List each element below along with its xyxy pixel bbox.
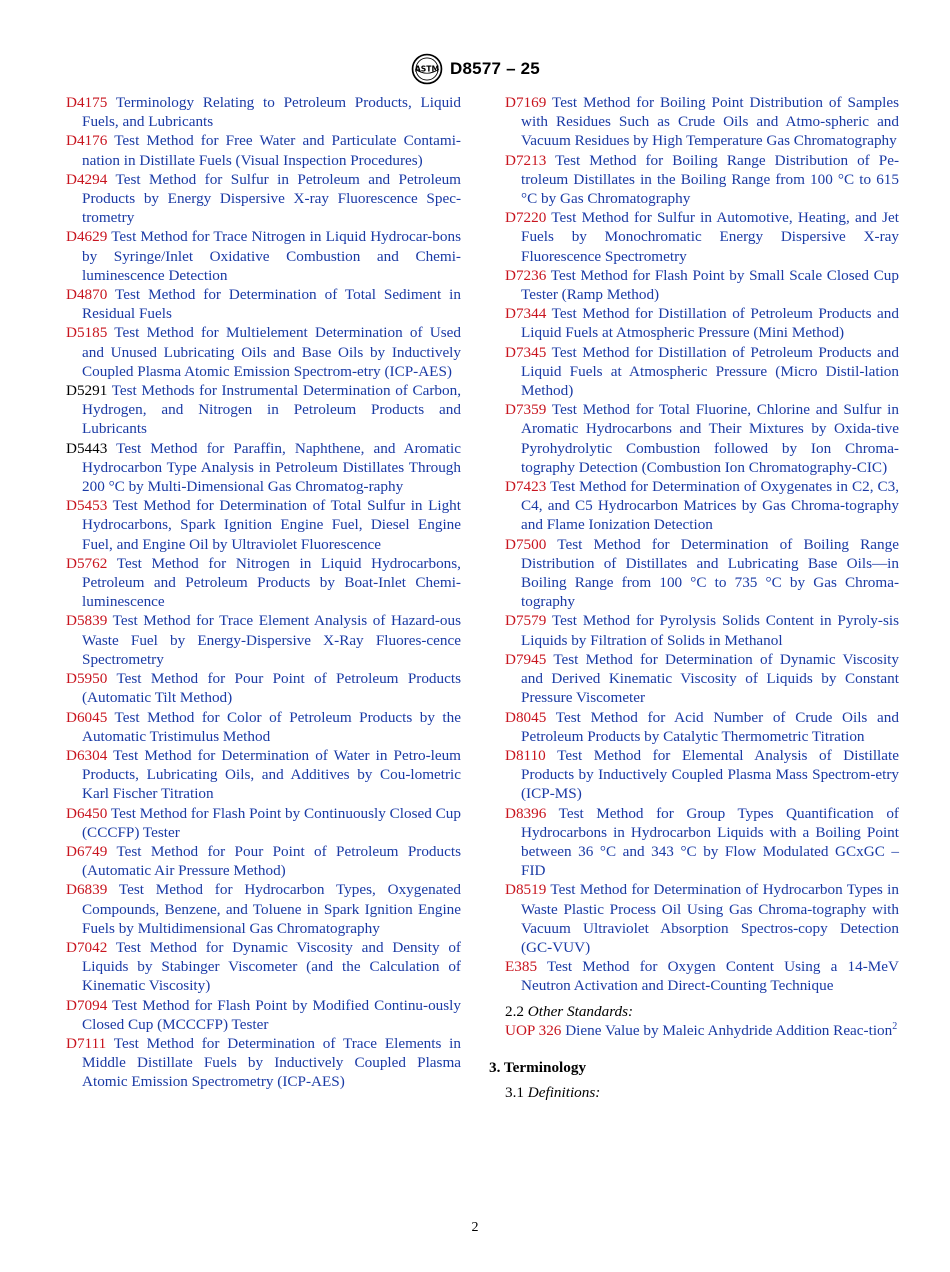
reference-d8519 bbox=[505, 880, 899, 957]
page-number: 2 bbox=[471, 1220, 479, 1235]
reference-code[interactable]: UOP 326 bbox=[505, 1021, 562, 1039]
reference-title[interactable]: Test Method for Determination of Boiling Range Distribution of Distillates and Lubricating Base Oils—in Boiling Range from 100 °C to 735 °C by Gas Chroma-tography bbox=[521, 535, 899, 611]
reference-code[interactable]: D6045 bbox=[66, 708, 108, 726]
reference-d7213 bbox=[505, 151, 899, 209]
reference-d5291 bbox=[66, 381, 461, 439]
reference-code[interactable]: D5185 bbox=[66, 324, 108, 342]
reference-code[interactable]: D5453 bbox=[66, 497, 108, 515]
reference-d4176 bbox=[66, 131, 461, 169]
reference-title[interactable]: Test Method for Determination of Total Sediment in Residual Fuels bbox=[82, 286, 462, 323]
reference-title[interactable]: Test Method for Determination of Hydrocarbon Types in Waste Plastic Process Oil Using Gas Chroma-tography with Vacuum Ultraviolet Absorption Spectros-copy Detection (GC-VUV) bbox=[521, 881, 899, 956]
reference-d7423 bbox=[505, 477, 899, 535]
section-terminology-heading: 3. Terminology bbox=[489, 1058, 587, 1076]
reference-code[interactable]: D4175 bbox=[66, 94, 108, 111]
reference-d8045 bbox=[505, 708, 899, 746]
reference-d6749 bbox=[66, 842, 461, 880]
reference-title[interactable]: Test Method for Boiling Range Distribution of Pe-troleum Distillates in the Boiling Range from 100 °C to 615 °C by Gas Chromatography bbox=[521, 151, 900, 208]
reference-code[interactable]: D8519 bbox=[505, 881, 547, 899]
reference-code[interactable]: D6749 bbox=[66, 842, 108, 860]
reference-code[interactable]: D7236 bbox=[505, 266, 547, 284]
definitions-label: Definitions: bbox=[527, 1084, 601, 1102]
reference-d7500 bbox=[505, 535, 899, 612]
reference-title[interactable]: Test Method for Determination of Dynamic Viscosity and Derived Kinematic Viscosity of Liquids by Constant Pressure Viscometer bbox=[521, 650, 899, 707]
reference-code[interactable]: D5762 bbox=[66, 554, 108, 572]
reference-title-text: Diene Value by Maleic Anhydride Addition Reac-tion bbox=[565, 1021, 893, 1039]
reference-title[interactable]: Test Method for Group Types Quantification of Hydrocarbons in Hydrocarbon Liquids with a Boiling Point between 36 °C and 343 °C by Flow Modulated GCxGC – FID bbox=[521, 804, 899, 880]
other-standards-heading bbox=[505, 1002, 899, 1021]
reference-code[interactable]: D7094 bbox=[66, 996, 108, 1014]
reference-d7236 bbox=[505, 266, 899, 304]
reference-code[interactable]: D7359 bbox=[505, 401, 547, 419]
reference-d4870 bbox=[66, 285, 461, 323]
reference-d7169 bbox=[505, 93, 899, 151]
reference-title[interactable]: Test Method for Flash Point by Small Scale Closed Cup Tester (Ramp Method) bbox=[521, 266, 899, 304]
reference-title[interactable]: Test Method for Determination of Oxygenates in C2, C3, C4, and C5 Hydrocarbon Matrices by Gas Chroma-tography and Flame Ionization Detection bbox=[521, 478, 900, 534]
reference-d7579 bbox=[505, 611, 899, 649]
reference-code[interactable]: D8396 bbox=[505, 804, 547, 822]
logo-lettering: ASTM bbox=[414, 64, 440, 74]
reference-title[interactable]: Test Method for Oxygen Content Using a 14-MeV Neutron Activation and Direct-Counting Technique bbox=[521, 958, 899, 995]
reference-title[interactable]: Test Method for Determination of Trace Elements in Middle Distillate Fuels by Inductively Coupled Plasma Atomic Emission Spectrometry (ICP-AES) bbox=[82, 1034, 461, 1091]
reference-title[interactable]: Test Method for Flash Point by Continuously Closed Cup (CCCFP) Tester bbox=[82, 804, 461, 841]
reference-title[interactable]: Test Method for Multielement Determination of Used and Unused Lubricating Oils and Base Oils by Inductively Coupled Plasma Atomic Emission Spectrom-etry (ICP-AES) bbox=[82, 324, 461, 380]
reference-code[interactable]: D6839 bbox=[66, 881, 108, 899]
reference-title[interactable]: Test Method for Paraffin, Naphthene, and Aromatic Hydrocarbon Type Analysis in Petroleum Distillates Through 200 °C by Multi-Dimensional Gas Chromatog-raphy bbox=[82, 439, 461, 496]
reference-d7042 bbox=[66, 938, 461, 996]
reference-uop-326 bbox=[505, 1021, 899, 1040]
reference-code[interactable]: D6450 bbox=[66, 804, 108, 822]
reference-d4175 bbox=[66, 93, 461, 131]
reference-code[interactable]: D4176 bbox=[66, 132, 108, 150]
reference-title[interactable]: Test Method for Distillation of Petroleum Products and Liquid Fuels at Atmospheric Pressure (Micro Distil-lation Method) bbox=[521, 343, 899, 400]
reference-code[interactable]: D7579 bbox=[505, 612, 547, 630]
reference-title[interactable]: Test Method for Trace Nitrogen in Liquid Hydrocar-bons by Syringe/Inlet Oxidative Combustion and Chemi-luminescence Detection bbox=[82, 228, 461, 284]
other-standards-number: 2.2 bbox=[505, 1002, 524, 1020]
reference-d7359 bbox=[505, 400, 899, 477]
definitions-number: 3.1 bbox=[505, 1084, 524, 1102]
reference-d7345 bbox=[505, 343, 899, 401]
reference-title[interactable]: Test Methods for Instrumental Determination of Carbon, Hydrogen, and Nitrogen in Petroleum Products and Lubricants bbox=[82, 382, 461, 438]
reference-code[interactable]: D4870 bbox=[66, 286, 108, 304]
reference-title[interactable]: Test Method for Boiling Point Distribution of Samples with Residues Such as Crude Oils and Atmo-spheric and Vacuum Residues by High Temperature Gas Chromatography bbox=[521, 94, 899, 150]
reference-title[interactable]: Test Method for Acid Number of Crude Oils and Petroleum Products by Catalytic Thermometric Titration bbox=[521, 708, 899, 745]
reference-code[interactable]: D7423 bbox=[505, 478, 547, 496]
reference-code[interactable]: D4294 bbox=[66, 170, 108, 188]
reference-d7094 bbox=[66, 996, 461, 1034]
reference-d6839 bbox=[66, 880, 461, 938]
reference-d5443 bbox=[66, 439, 461, 497]
reference-title[interactable]: Test Method for Elemental Analysis of Distillate Products by Inductively Coupled Plasma Mass Spectrom-etry (ICP-MS) bbox=[521, 746, 899, 803]
reference-d5185 bbox=[66, 323, 461, 381]
reference-code[interactable]: D8110 bbox=[505, 746, 546, 764]
reference-title[interactable]: Test Method for Pyrolysis Solids Content in Pyroly-sis Liquids by Filtration of Solids in Methanol bbox=[521, 612, 900, 649]
right-reference-list bbox=[505, 93, 899, 996]
reference-code[interactable]: D6304 bbox=[66, 746, 108, 764]
reference-code[interactable]: D7345 bbox=[505, 343, 547, 361]
reference-title[interactable]: Test Method for Determination of Total Sulfur in Light Hydrocarbons, Spark Ignition Engine Fuel, Diesel Engine Fuel, and Engine Oil by Ultraviolet Fluorescence bbox=[82, 497, 461, 553]
reference-e385 bbox=[505, 957, 899, 995]
reference-code[interactable]: D7220 bbox=[505, 209, 547, 227]
reference-title[interactable]: Test Method for Pour Point of Petroleum Products (Automatic Tilt Method) bbox=[82, 670, 461, 707]
reference-title[interactable]: Test Method for Flash Point by Modified Continu-ously Closed Cup (MCCCFP) Tester bbox=[82, 996, 461, 1033]
reference-d4294 bbox=[66, 170, 461, 228]
reference-title[interactable]: Terminology Relating to Petroleum Products, Liquid Fuels, and Lubricants bbox=[82, 94, 461, 131]
reference-d8396 bbox=[505, 804, 899, 881]
reference-d6304 bbox=[66, 746, 461, 804]
reference-code[interactable]: D4629 bbox=[66, 228, 108, 246]
reference-d7344 bbox=[505, 304, 899, 342]
reference-d7111 bbox=[66, 1034, 461, 1092]
reference-title[interactable]: Test Method for Nitrogen in Liquid Hydrocarbons, Petroleum and Petroleum Products by Boat-Inlet Chemi-luminescence bbox=[82, 554, 461, 611]
reference-d6450 bbox=[66, 804, 461, 842]
reference-title[interactable]: Test Method for Distillation of Petroleum Products and Liquid Fuels at Atmospheric Pressure (Mini Method) bbox=[521, 305, 899, 342]
reference-code: D5291 bbox=[66, 382, 108, 400]
reference-code[interactable]: D5950 bbox=[66, 670, 108, 688]
reference-title[interactable]: Test Method for Sulfur in Automotive, Heating, and Jet Fuels by Monochromatic Energy Dispersive X-ray Fluorescence Spectrometry bbox=[521, 209, 899, 265]
footnote-marker[interactable]: 2 bbox=[892, 1020, 898, 1032]
page-header bbox=[0, 52, 950, 86]
reference-code[interactable]: D7169 bbox=[505, 94, 547, 111]
reference-d5950 bbox=[66, 669, 461, 707]
reference-code[interactable]: D7344 bbox=[505, 305, 547, 323]
reference-code[interactable]: D7213 bbox=[505, 151, 547, 169]
left-column bbox=[66, 93, 461, 1092]
reference-code: D5443 bbox=[66, 439, 108, 457]
reference-title[interactable] bbox=[565, 1022, 897, 1039]
reference-title[interactable]: Test Method for Trace Element Analysis of Hazard-ous Waste Fuel by Energy-Dispersive X-Ray Fluores-cence Spectrometry bbox=[82, 612, 461, 668]
reference-d8110 bbox=[505, 746, 899, 804]
reference-code[interactable]: E385 bbox=[505, 958, 538, 976]
reference-d7220 bbox=[505, 208, 899, 266]
other-standards-label: Other Standards: bbox=[527, 1002, 634, 1020]
reference-title[interactable]: Test Method for Dynamic Viscosity and Density of Liquids by Stabinger Viscometer (and the Calculation of Kinematic Viscosity) bbox=[82, 938, 461, 995]
reference-code[interactable]: D5839 bbox=[66, 612, 108, 630]
reference-code[interactable]: D8045 bbox=[505, 708, 547, 726]
reference-d5839 bbox=[66, 611, 461, 669]
reference-d7945 bbox=[505, 650, 899, 708]
document-designation: D8577 – 25 bbox=[450, 59, 540, 78]
reference-d5453 bbox=[66, 496, 461, 554]
definitions-heading bbox=[505, 1083, 899, 1102]
reference-title[interactable]: Test Method for Determination of Water in Petro-leum Products, Lubricating Oils, and Additives by Cou-lometric Karl Fischer Titration bbox=[82, 746, 461, 803]
right-column bbox=[489, 93, 900, 1102]
reference-d5762 bbox=[66, 554, 461, 612]
reference-title[interactable]: Test Method for Color of Petroleum Products by the Automatic Tristimulus Method bbox=[82, 708, 461, 745]
reference-code[interactable]: D7111 bbox=[66, 1034, 107, 1052]
reference-title[interactable]: Test Method for Total Fluorine, Chlorine and Sulfur in Aromatic Hydrocarbons and Their Mixtures by Oxida-tive Pyrohydrolytic Combustion followed by Ion Chroma-tography Detection (Combustion Ion Chromatography-CIC) bbox=[521, 401, 899, 476]
reference-title[interactable]: Test Method for Hydrocarbon Types, Oxygenated Compounds, Benzene, and Toluene in Spark Ignition Engine Fuels by Multidimensional Gas Chromatography bbox=[82, 881, 461, 937]
reference-code[interactable]: D7945 bbox=[505, 650, 547, 668]
reference-title[interactable]: Test Method for Sulfur in Petroleum and Petroleum Products by Energy Dispersive X-ray Fluorescence Spec-trometry bbox=[82, 170, 461, 227]
reference-code[interactable]: D7500 bbox=[505, 535, 547, 553]
reference-d4629 bbox=[66, 227, 461, 285]
reference-d6045 bbox=[66, 708, 461, 746]
reference-title[interactable]: Test Method for Pour Point of Petroleum Products (Automatic Air Pressure Method) bbox=[82, 842, 461, 880]
reference-code[interactable]: D7042 bbox=[66, 938, 108, 956]
reference-title[interactable]: Test Method for Free Water and Particulate Contami-nation in Distillate Fuels (Visual Inspection Procedures) bbox=[82, 132, 461, 169]
astm-logo bbox=[410, 52, 444, 86]
